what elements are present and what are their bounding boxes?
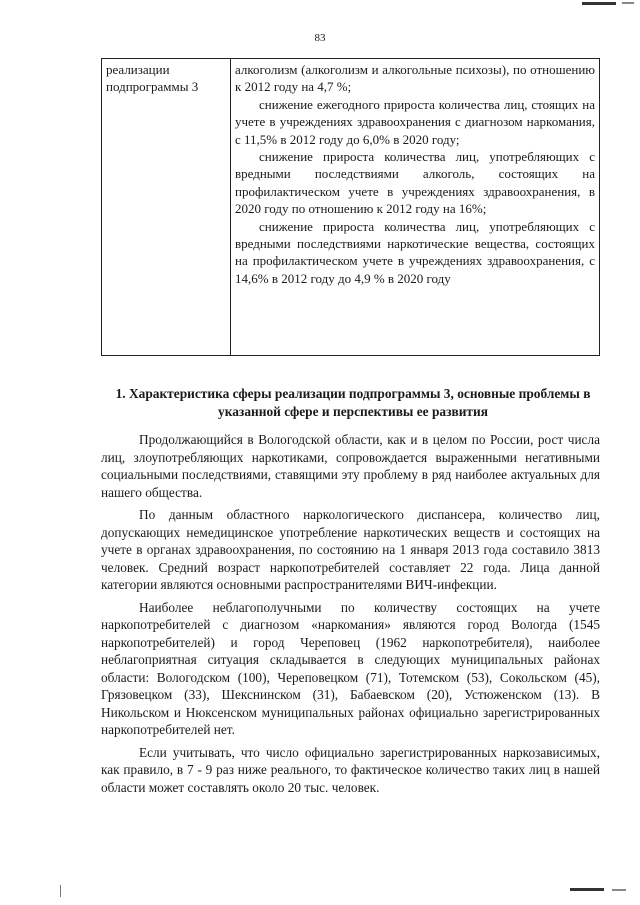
body-paragraph: Если учитывать, что число официально зарегистрированных наркозависимых, как правило, в 7 - 9 раз ниже реального, то фактическое количество таких лиц в нашей области может составлять около 20 тыс. человек.	[101, 744, 600, 795]
body-paragraph: По данным областного наркологического диспансера, количество лиц, допускающих немедицинское употребление наркотических веществ и состоящих на учете в органах здравоохранения, по состоянию на 1 января 2013 года составило 3813 человек. Средний возраст наркопотребителей составляет 22 года. Лица данной категории являются основными распространителями ВИЧ-инфекции.	[101, 507, 600, 592]
scan-artifact	[622, 2, 634, 4]
indicator-paragraph: снижение прироста количества лиц, употребляющих с вредными последствиями наркотические вещества, состоящих на профилактическом учете в учреждениях здравоохранения, с 14,6% в 2012 году до 4,9 % в 2020 году	[235, 218, 595, 286]
body-paragraph: Наиболее неблагополучными по количеству состоящих на учете наркопотребителей с диагнозом «наркомания» являются город Вологда (1545 наркопотребителей) и город Череповец (1962 наркопотребителя), наиболее неблагоприятная ситуация складывается в следующих муниципальных районах области: Вологодском (100), Череповецком (71), Тотемском (53), Сокольском (45), Грязовецком (33), Шекснинском (31), Бабаевском (20), Устюженском (13). В Никольском и Нюксенском муниципальных районах официально зарегистрированных наркопотребителей нет.	[101, 599, 600, 737]
body-text	[101, 431, 600, 801]
indicator-paragraph: алкоголизм (алкоголизм и алкогольные психозы), по отношению к 2012 году на 4,7 %;	[235, 62, 595, 95]
section-heading: 1. Характеристика сферы реализации подпрограммы 3, основные проблемы в указанной сфере и перспективы ее развития	[115, 386, 591, 419]
scan-artifact	[570, 888, 604, 891]
indicator-paragraph: снижение ежегодного прироста количества лиц, стоящих на учете в учреждениях здравоохранения с диагнозом наркомания, с 11,5% в 2012 году до 6,0% в 2020 году;	[235, 96, 595, 147]
scan-artifact	[60, 885, 61, 897]
scan-artifact	[582, 2, 616, 5]
body-paragraph: Продолжающийся в Вологодской области, как и в целом по России, рост числа лиц, злоупотребляющих наркотиками, сопровождается выраженными негативными социальными последствиями, ставящими эту проблему в ряд наиболее актуальных для нашего общества.	[101, 432, 600, 500]
table-value-cell	[231, 59, 600, 356]
scan-artifact	[612, 889, 626, 891]
indicators-table	[101, 58, 600, 356]
page-number: 83	[314, 32, 326, 44]
table-row	[102, 59, 600, 356]
table-label-cell: реализации подпрограммы 3	[102, 59, 231, 356]
indicator-paragraph: снижение прироста количества лиц, употребляющих с вредными последствиями алкоголь, состоящих на профилактическом учете в учреждениях здравоохранения, в 2020 году по отношению к 2012 году на 16%;	[235, 149, 595, 217]
